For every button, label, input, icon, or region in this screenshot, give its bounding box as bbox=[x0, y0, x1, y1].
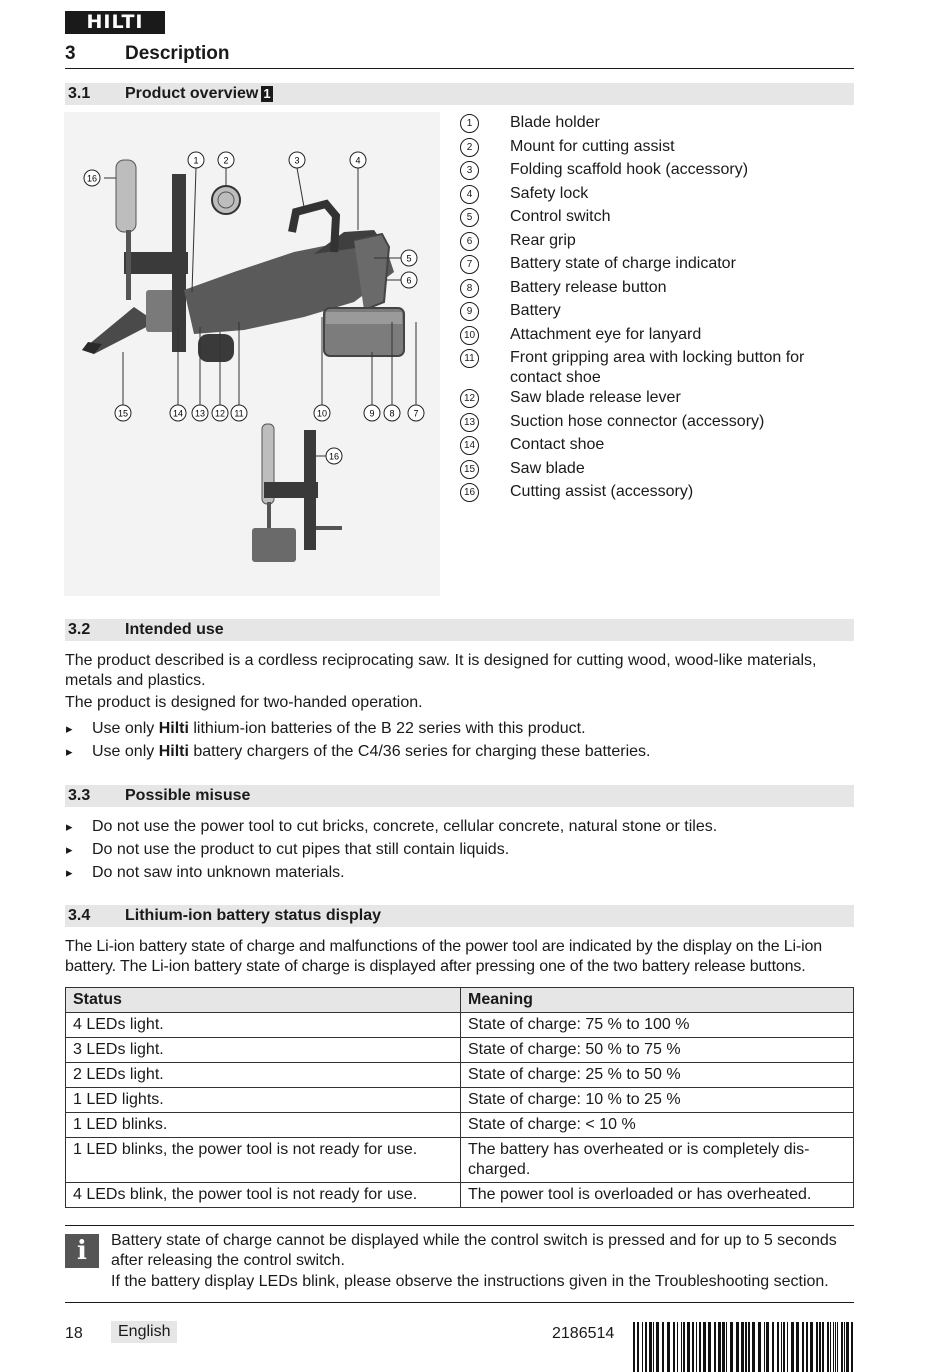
barcode-bar bbox=[745, 1322, 747, 1372]
table-header-row bbox=[66, 988, 854, 1013]
legend-number: 3 bbox=[460, 161, 479, 180]
barcode-bar bbox=[633, 1322, 635, 1372]
language-label: English bbox=[111, 1321, 177, 1343]
legend-item bbox=[460, 325, 860, 345]
barcode-bar bbox=[787, 1322, 788, 1372]
barcode-bar bbox=[696, 1322, 697, 1372]
callout-number: 12 bbox=[214, 408, 226, 419]
meaning-cell: State of charge: < 10 % bbox=[461, 1113, 854, 1138]
legend-number: 10 bbox=[460, 326, 479, 345]
status-cell: 4 LEDs light. bbox=[66, 1013, 461, 1038]
chapter-heading bbox=[65, 42, 854, 69]
barcode-bar bbox=[687, 1322, 690, 1372]
barcode-bar bbox=[802, 1322, 804, 1372]
barcode-bar bbox=[827, 1322, 829, 1372]
legend-number: 7 bbox=[460, 255, 479, 274]
barcode-bar bbox=[656, 1322, 659, 1372]
meaning-cell: The battery has overheated or is completely dis-charged. bbox=[461, 1138, 854, 1183]
callout-number: 1 bbox=[193, 155, 199, 166]
barcode-bar bbox=[736, 1322, 739, 1372]
barcode-bar bbox=[796, 1322, 799, 1372]
table-row bbox=[66, 1183, 854, 1208]
barcode-bar bbox=[730, 1322, 733, 1372]
table-row bbox=[66, 1113, 854, 1138]
info-icon: i bbox=[65, 1234, 99, 1268]
note-line-2: If the battery display LEDs blink, please observe the instructions given in the Troubleshooting section. bbox=[111, 1273, 829, 1290]
legend-text: Saw blade release lever bbox=[510, 389, 681, 406]
barcode-bar bbox=[791, 1322, 794, 1372]
legend-text: Blade holder bbox=[510, 114, 600, 131]
intended-use-text bbox=[65, 651, 860, 762]
barcode-bar bbox=[844, 1322, 845, 1372]
battery-top bbox=[326, 312, 402, 324]
reciprocating-saw-illustration bbox=[64, 112, 440, 596]
misuse-bullet: ▸ Do not use the power tool to cut bricks, concrete, cellular concrete, natural stone or tiles. bbox=[65, 817, 860, 837]
barcode-bar bbox=[758, 1322, 761, 1372]
front-grip-shape bbox=[198, 334, 234, 362]
barcode-bar bbox=[683, 1322, 685, 1372]
callout-number: 6 bbox=[406, 275, 412, 286]
legend-item bbox=[460, 184, 860, 204]
section-heading-3-2: 3.2 Intended use bbox=[65, 619, 854, 641]
barcode-bar bbox=[681, 1322, 682, 1372]
barcode-bar bbox=[667, 1322, 670, 1372]
barcode-bar bbox=[703, 1322, 706, 1372]
legend-text: Folding scaffold hook (accessory) bbox=[510, 161, 749, 178]
legend-number: 12 bbox=[460, 389, 479, 408]
table-row bbox=[66, 1013, 854, 1038]
misuse-bullet: ▸ Do not saw into unknown materials. bbox=[65, 863, 860, 883]
callout-number: 8 bbox=[389, 408, 395, 419]
legend-item bbox=[460, 231, 860, 251]
legend-text: Front gripping area with locking button for contact shoe bbox=[510, 349, 805, 386]
table-row bbox=[66, 1088, 854, 1113]
legend-item bbox=[460, 113, 860, 133]
legend-number: 4 bbox=[460, 185, 479, 204]
table-row bbox=[66, 1138, 854, 1183]
barcode-bar bbox=[673, 1322, 675, 1372]
barcode-bar bbox=[810, 1322, 813, 1372]
chapter-title: Description bbox=[125, 43, 230, 64]
barcode-bar bbox=[748, 1322, 750, 1372]
meaning-cell: State of charge: 75 % to 100 % bbox=[461, 1013, 854, 1038]
legend-number: 2 bbox=[460, 138, 479, 157]
misuse-list bbox=[65, 817, 860, 883]
legend-text: Battery bbox=[510, 302, 561, 319]
callout-number: 16 bbox=[86, 173, 98, 184]
barcode-bar bbox=[637, 1322, 639, 1372]
barcode bbox=[633, 1322, 854, 1372]
table-row bbox=[66, 1038, 854, 1063]
table-row bbox=[66, 1063, 854, 1088]
chapter-number: 3 bbox=[65, 43, 76, 64]
barcode-bar bbox=[708, 1322, 711, 1372]
legend-item bbox=[460, 137, 860, 157]
legend-item bbox=[460, 388, 860, 408]
misuse-bullet: ▸ Do not use the product to cut pipes that still contain liquids. bbox=[65, 840, 860, 860]
legend-item bbox=[460, 459, 860, 479]
document-number: 2186514 bbox=[552, 1325, 615, 1342]
callout-number: 15 bbox=[117, 408, 129, 419]
legend-item bbox=[460, 482, 860, 502]
page-number: 18 bbox=[65, 1325, 83, 1342]
hilti-logo: HILTI bbox=[65, 11, 165, 34]
barcode-bar bbox=[819, 1322, 821, 1372]
barcode-bar bbox=[816, 1322, 818, 1372]
barcode-bar bbox=[649, 1322, 652, 1372]
small-shoe bbox=[252, 528, 296, 562]
column-header-status: Status bbox=[66, 988, 461, 1013]
legend-number: 6 bbox=[460, 232, 479, 251]
barcode-bar bbox=[837, 1322, 838, 1372]
barcode-bar bbox=[699, 1322, 701, 1372]
barcode-bar bbox=[830, 1322, 831, 1372]
status-cell: 1 LED blinks, the power tool is not ready for use. bbox=[66, 1138, 461, 1183]
barcode-bar bbox=[846, 1322, 849, 1372]
section-heading-3-3: 3.3 Possible misuse bbox=[65, 785, 854, 807]
callout-number: 4 bbox=[355, 155, 361, 166]
rear-grip bbox=[354, 234, 389, 310]
barcode-bar bbox=[764, 1322, 765, 1372]
legend-text: Attachment eye for lanyard bbox=[510, 325, 702, 343]
legend-text: Saw blade bbox=[510, 459, 585, 477]
callout-number: 16 bbox=[328, 451, 340, 462]
legend-text: Control switch bbox=[510, 208, 611, 225]
barcode-bar bbox=[722, 1322, 725, 1372]
legend-text: Suction hose connector (accessory) bbox=[510, 412, 765, 430]
callout-number: 3 bbox=[294, 155, 300, 166]
barcode-bar bbox=[806, 1322, 808, 1372]
legend-number: 8 bbox=[460, 279, 479, 298]
barcode-bar bbox=[726, 1322, 727, 1372]
product-figure bbox=[64, 112, 440, 596]
barcode-bar bbox=[783, 1322, 785, 1372]
callout-number: 2 bbox=[223, 155, 229, 166]
legend-item bbox=[460, 278, 860, 298]
legend-item bbox=[460, 301, 860, 321]
status-cell: 4 LEDs blink, the power tool is not ready for use. bbox=[66, 1183, 461, 1208]
callout-number: 11 bbox=[234, 408, 244, 419]
legend-text: Contact shoe bbox=[510, 436, 605, 453]
note-bottom-rule bbox=[65, 1302, 854, 1303]
barcode-bar bbox=[841, 1322, 843, 1372]
legend-number: 14 bbox=[460, 436, 479, 455]
meaning-cell: State of charge: 10 % to 25 % bbox=[461, 1088, 854, 1113]
barcode-bar bbox=[677, 1322, 678, 1372]
legend-text: Rear grip bbox=[510, 231, 576, 249]
intended-use-paragraph-1: The product described is a cordless reciprocating saw. It is designed for cutting wood, wood-like materials, metals and plastics. bbox=[65, 652, 817, 689]
barcode-bar bbox=[642, 1322, 643, 1372]
battery-display-paragraph: The Li-ion battery state of charge and malfunctions of the power tool are indicated by the display on the Li-ion battery. The Li-ion battery state of charge is displayed after pressing one of the two battery release buttons. bbox=[65, 938, 822, 975]
legend-text: Mount for cutting assist bbox=[510, 137, 675, 155]
barcode-bar bbox=[752, 1322, 755, 1372]
mount-circle bbox=[212, 186, 240, 214]
legend-number: 16 bbox=[460, 483, 479, 502]
callout-number: 13 bbox=[194, 408, 206, 419]
legend-item bbox=[460, 412, 860, 432]
figure-reference-badge: 1 bbox=[263, 86, 271, 101]
legend-item bbox=[460, 435, 860, 455]
barcode-bar bbox=[645, 1322, 647, 1372]
meaning-cell: State of charge: 50 % to 75 % bbox=[461, 1038, 854, 1063]
note-line-1: Battery state of charge cannot be displayed while the control switch is pressed and for up to 5 seconds after releasing the control switch. bbox=[111, 1232, 837, 1269]
barcode-bar bbox=[777, 1322, 779, 1372]
legend-number: 11 bbox=[460, 349, 479, 368]
small-clamp bbox=[264, 482, 318, 498]
barcode-bar bbox=[718, 1322, 721, 1372]
barcode-bar bbox=[772, 1322, 774, 1372]
barcode-bar bbox=[851, 1322, 853, 1372]
barcode-bar bbox=[822, 1322, 824, 1372]
callout-number: 10 bbox=[316, 408, 328, 419]
barcode-bar bbox=[653, 1322, 654, 1372]
component-legend bbox=[460, 113, 860, 506]
barcode-bar bbox=[766, 1322, 769, 1372]
section-heading-3-4: 3.4 Lithium-ion battery status display bbox=[65, 905, 854, 927]
barcode-bar bbox=[781, 1322, 782, 1372]
barcode-bar bbox=[714, 1322, 716, 1372]
intended-use-paragraph-2: The product is designed for two-handed operation. bbox=[65, 694, 423, 711]
cutting-assist-clamp bbox=[124, 252, 188, 274]
legend-number: 15 bbox=[460, 460, 479, 479]
note-top-rule bbox=[65, 1225, 854, 1226]
status-cell: 2 LEDs light. bbox=[66, 1063, 461, 1088]
battery-status-table bbox=[65, 987, 854, 1208]
table-body bbox=[66, 1013, 854, 1208]
legend-item bbox=[460, 207, 860, 227]
barcode-bar bbox=[835, 1322, 836, 1372]
legend-number: 13 bbox=[460, 413, 479, 432]
legend-number: 5 bbox=[460, 208, 479, 227]
legend-text: Safety lock bbox=[510, 184, 589, 202]
callout-number: 5 bbox=[406, 253, 412, 264]
barcode-bar bbox=[662, 1322, 664, 1372]
legend-number: 9 bbox=[460, 302, 479, 321]
section-heading-3-1: 3.1 Product overview 1 bbox=[65, 83, 854, 105]
note-text bbox=[111, 1231, 861, 1292]
legend-number: 1 bbox=[460, 114, 479, 133]
status-cell: 1 LED lights. bbox=[66, 1088, 461, 1113]
legend-item bbox=[460, 348, 860, 388]
barcode-bar bbox=[833, 1322, 834, 1372]
legend-item bbox=[460, 160, 860, 180]
intended-use-bullet-2: ▸ Use only Hilti battery chargers of the C4/36 series for charging these batteries. bbox=[65, 742, 860, 762]
cutting-assist-rod bbox=[126, 230, 131, 300]
callout-number: 7 bbox=[413, 408, 419, 419]
column-header-meaning: Meaning bbox=[461, 988, 854, 1013]
intended-use-bullet-1: ▸ Use only Hilti lithium-ion batteries of the B 22 series with this product. bbox=[65, 719, 860, 739]
callout-number: 9 bbox=[369, 408, 375, 419]
status-cell: 3 LEDs light. bbox=[66, 1038, 461, 1063]
meaning-cell: The power tool is overloaded or has overheated. bbox=[461, 1183, 854, 1208]
legend-item bbox=[460, 254, 860, 274]
barcode-bar bbox=[692, 1322, 694, 1372]
legend-text: Battery release button bbox=[510, 278, 667, 296]
barcode-bar bbox=[741, 1322, 744, 1372]
cutting-assist-handle bbox=[116, 160, 136, 232]
callout-number: 14 bbox=[172, 408, 184, 419]
status-cell: 1 LED blinks. bbox=[66, 1113, 461, 1138]
meaning-cell: State of charge: 25 % to 50 % bbox=[461, 1063, 854, 1088]
legend-text: Battery state of charge indicator bbox=[510, 255, 736, 272]
legend-text: Cutting assist (accessory) bbox=[510, 483, 694, 500]
